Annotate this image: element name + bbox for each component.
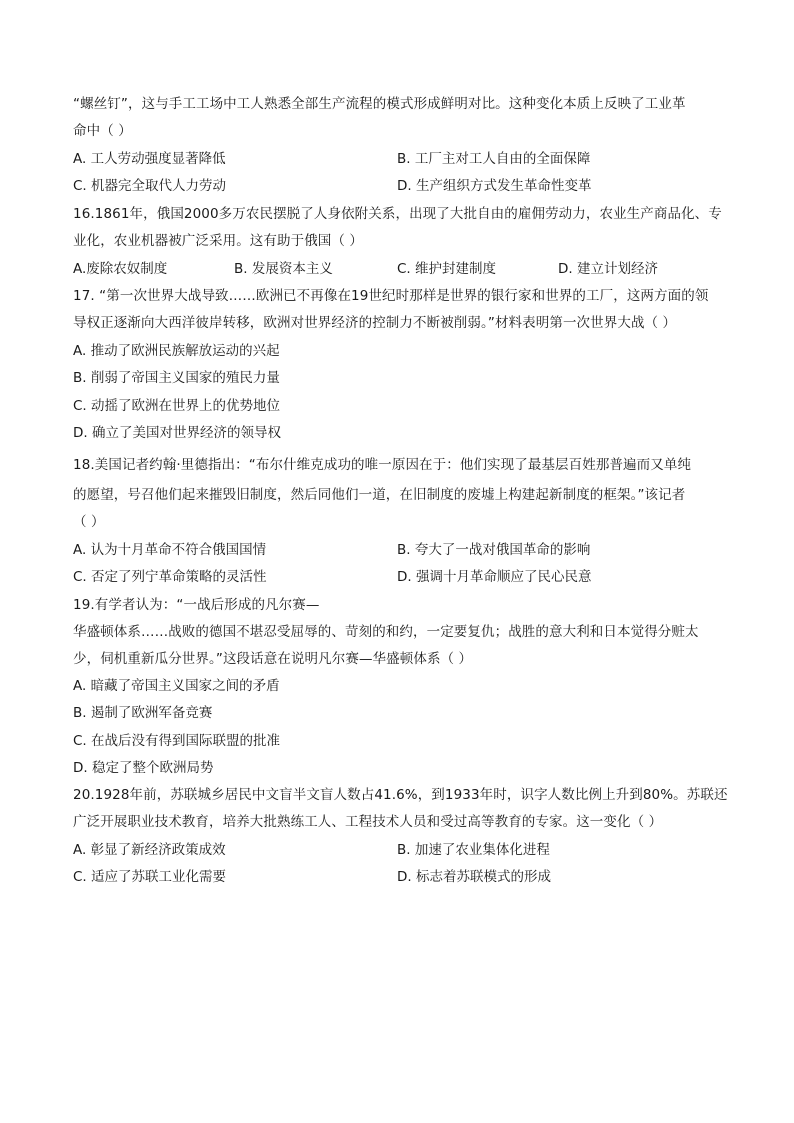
q16-option-c[interactable]: C. 维护封建制度 <box>397 261 497 277</box>
q18-option-c[interactable]: C. 否定了列宁革命策略的灵活性 <box>73 569 267 585</box>
q19-option-c[interactable]: C. 在战后没有得到国际联盟的批准 <box>73 733 281 749</box>
q17-option-b[interactable]: B. 削弱了帝国主义国家的殖民力量 <box>73 370 280 386</box>
q19-stem-line2: 华盛顿体系……战败的德国不堪忍受屈辱的、苛刻的和约，一定要复仇；战胜的意大利和日本觉得分赃太 <box>73 624 699 640</box>
q19-stem-line3: 少，伺机重新瓜分世界。”这段话意在说明凡尔赛—华盛顿体系（ ） <box>73 651 473 667</box>
q15-option-d[interactable]: D. 生产组织方式发生革命性变革 <box>397 178 592 194</box>
q17-option-c[interactable]: C. 动摇了欧洲在世界上的优势地位 <box>73 398 281 414</box>
q15-option-c[interactable]: C. 机器完全取代人力劳动 <box>73 178 227 194</box>
q19-option-d[interactable]: D. 稳定了整个欧洲局势 <box>73 760 214 776</box>
q16-option-b[interactable]: B. 发展资本主义 <box>234 261 333 277</box>
q15-option-a[interactable]: A. 工人劳动强度显著降低 <box>73 151 226 167</box>
q16-option-d[interactable]: D. 建立计划经济 <box>558 261 658 277</box>
q15-stem-line1: “螺丝钉”，这与手工工场中工人熟悉全部生产流程的模式形成鲜明对比。这种变化本质上反映了工业革 <box>73 96 686 112</box>
q20-option-d[interactable]: D. 标志着苏联模式的形成 <box>397 869 551 885</box>
q19-stem-line1: 19.有学者认为：“一战后形成的凡尔赛— <box>73 597 320 613</box>
q15-option-b[interactable]: B. 工厂主对工人自由的全面保障 <box>397 151 591 167</box>
q18-option-d[interactable]: D. 强调十月革命顺应了民心民意 <box>397 569 592 585</box>
q16-stem-line1: 16.1861年，俄国2000多万农民摆脱了人身依附关系，出现了大批自由的雇佣劳动力，农业生产商品化、专 <box>73 206 722 222</box>
q19-option-a[interactable]: A. 暗藏了帝国主义国家之间的矛盾 <box>73 678 280 694</box>
q17-stem-line1: 17. “第一次世界大战导致……欧洲已不再像在19世纪时那样是世界的银行家和世界的工厂，这两方面的领 <box>73 288 709 304</box>
q16-stem-line2: 业化，农业机器被广泛采用。这有助于俄国（ ） <box>73 233 363 249</box>
q18-option-b[interactable]: B. 夸大了一战对俄国革命的影响 <box>397 542 591 558</box>
q18-stem-line3: （ ） <box>73 514 105 530</box>
q16-option-a[interactable]: A.废除农奴制度 <box>73 261 168 277</box>
q18-stem-line2: 的愿望，号召他们起来摧毁旧制度，然后同他们一道，在旧制度的废墟上构建起新制度的框架。”该记者 <box>73 487 686 503</box>
q15-stem-line2: 命中（ ） <box>73 123 132 139</box>
q20-option-a[interactable]: A. 彰显了新经济政策成效 <box>73 842 226 858</box>
q17-stem-line2: 导权正逐渐向大西洋彼岸转移，欧洲对世界经济的控制力不断被削弱。”材料表明第一次世界大战（ ） <box>73 315 677 331</box>
q20-option-b[interactable]: B. 加速了农业集体化进程 <box>397 842 550 858</box>
q20-stem-line1: 20.1928年前，苏联城乡居民中文盲半文盲人数占41.6%，到1933年时，识字人数比例上升到80%。苏联还 <box>73 787 728 803</box>
q20-option-c[interactable]: C. 适应了苏联工业化需要 <box>73 869 227 885</box>
q18-stem-line1: 18.美国记者约翰·里德指出：“布尔什维克成功的唯一原因在于：他们实现了最基层百姓那普遍而又单纯 <box>73 457 692 473</box>
q17-option-d[interactable]: D. 确立了美国对世界经济的领导权 <box>73 425 281 441</box>
q19-option-b[interactable]: B. 遏制了欧洲军备竞赛 <box>73 705 213 721</box>
q18-option-a[interactable]: A. 认为十月革命不符合俄国国情 <box>73 542 267 558</box>
q17-option-a[interactable]: A. 推动了欧洲民族解放运动的兴起 <box>73 343 280 359</box>
q20-stem-line2: 广泛开展职业技术教育，培养大批熟练工人、工程技术人员和受过高等教育的专家。这一变化（ ） <box>73 814 663 830</box>
